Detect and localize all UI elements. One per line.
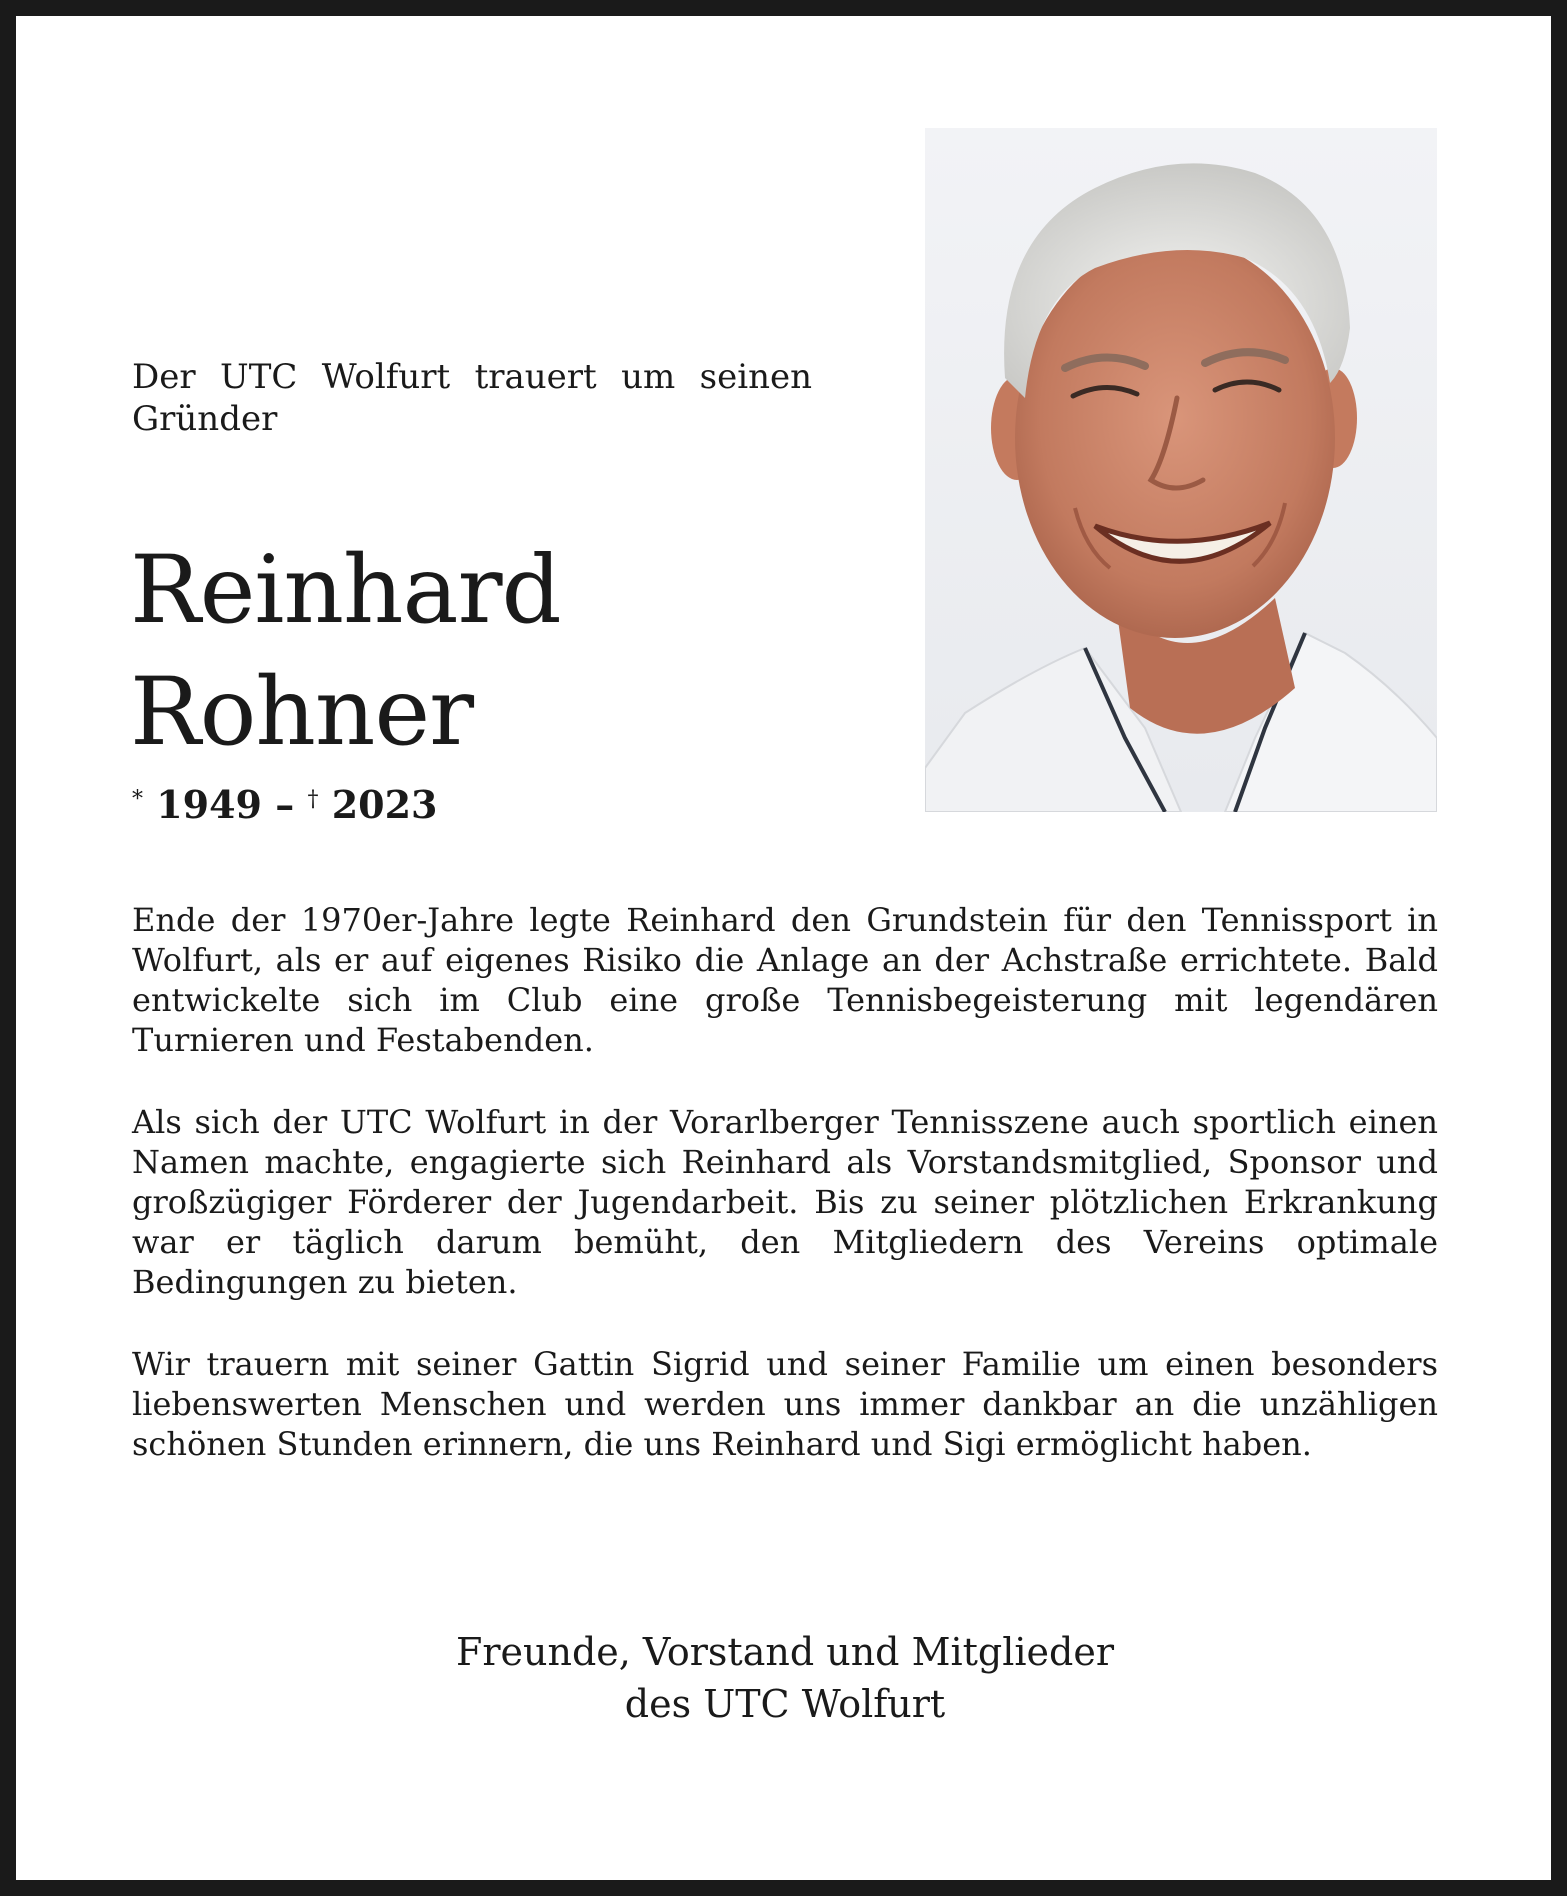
last-name: Rohner: [130, 658, 474, 767]
portrait-illustration: [925, 128, 1437, 812]
first-name: Reinhard: [130, 536, 561, 645]
paragraph-founding: Ende der 1970er-Jahre legte Reinhard den Grundstein für den Tennissport in Wolfurt, als er auf eigenes Risiko die Anlage an der Achstraße errichtete. Bald entwickelte sich im Club eine große Tennisbegeisterung mit legendären Turnieren und Festabenden.: [132, 901, 1438, 1059]
signoff-line-2: des UTC Wolfurt: [624, 1682, 946, 1726]
deceased-name: [130, 530, 830, 774]
signoff-line-1: Freunde, Vorstand und Mitglieder: [455, 1630, 1115, 1674]
death-symbol: †: [307, 787, 319, 812]
death-year: 2023: [331, 782, 438, 827]
intro-text: Der UTC Wolfurt trauert um seinen Gründer: [132, 357, 812, 439]
obituary-body: [132, 900, 1438, 1506]
portrait-photo: [925, 128, 1437, 812]
birth-year: 1949: [156, 782, 262, 827]
paragraph-mourning: Wir trauern mit seiner Gattin Sigrid und seiner Familie um einen besonders liebenswerten Menschen und werden uns immer dankbar an die unzähligen schönen Stunden erinnern, die uns Reinhard und Sigi ermöglicht haben.: [132, 1345, 1438, 1463]
life-dates: [132, 776, 437, 829]
birth-symbol: *: [132, 787, 143, 812]
signoff: [132, 1626, 1438, 1730]
paragraph-engagement: Als sich der UTC Wolfurt in der Vorarlberger Tennisszene auch sportlich einen Namen machte, engagierte sich Reinhard als Vorstandsmitglied, Sponsor und großzügiger Förderer der Jugendarbeit. Bis zu seiner plötzlichen Erkrankung war er täglich darum bemüht, den Mitgliedern des Vereins optimale Bedingungen zu bieten.: [132, 1103, 1438, 1301]
date-separator: –: [275, 782, 295, 827]
